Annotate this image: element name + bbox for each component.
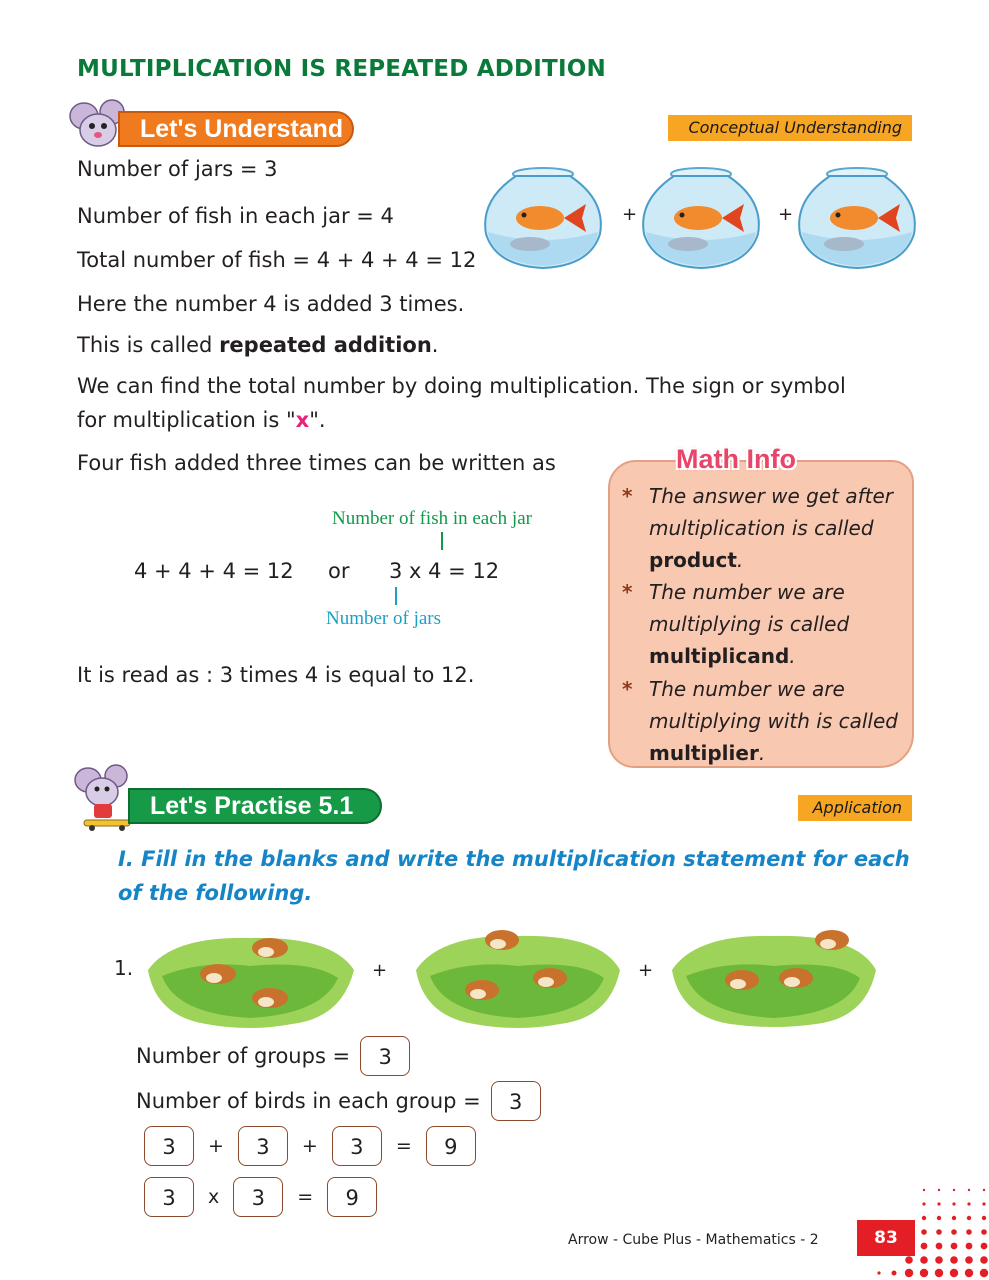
- symbol-prefix: for multiplication is ": [77, 408, 296, 432]
- groups-label: Number of groups =: [136, 1044, 351, 1068]
- birds-row: [136, 1081, 541, 1121]
- multiplication-op: x: [208, 1186, 220, 1208]
- four-fish-line: Four fish added three times can be written as: [77, 451, 556, 475]
- jar-plus-1: +: [622, 204, 638, 225]
- addition-equation: 4 + 4 + 4 = 12: [134, 559, 294, 583]
- multiplication-box-2[interactable]: 3: [233, 1177, 283, 1217]
- info-text: The number we are multiplying is called: [649, 580, 850, 636]
- addition-box-3[interactable]: 3: [332, 1126, 382, 1166]
- symbol-suffix: ".: [309, 408, 326, 432]
- birds-answer-box[interactable]: 3: [491, 1081, 541, 1121]
- decorative-dots: [824, 1180, 989, 1280]
- bird-group-icon: [142, 920, 358, 1032]
- bird-group-icon: [666, 920, 880, 1030]
- multiplication-symbol: x: [295, 408, 310, 432]
- math-info-item-product: [622, 480, 912, 576]
- annotation-bottom-connector: [395, 587, 397, 605]
- multiplication-row: [144, 1177, 377, 1217]
- addition-result-box[interactable]: 9: [426, 1126, 476, 1166]
- addition-box-1[interactable]: 3: [144, 1126, 194, 1166]
- annotation-top-connector: [441, 532, 443, 550]
- lets-practise-banner: Let's Practise 5.1: [128, 788, 382, 824]
- jar-plus-2: +: [778, 204, 794, 225]
- math-info-item-multiplier: [622, 673, 912, 769]
- multiplication-result-box[interactable]: 9: [327, 1177, 377, 1217]
- math-info-title: Math Info: [676, 444, 796, 474]
- groups-row: [136, 1036, 410, 1076]
- repeated-addition-term: repeated addition: [219, 333, 432, 357]
- info-text: The answer we get after multiplication is called: [649, 484, 894, 540]
- bullet-star-icon: *: [622, 677, 633, 701]
- mouse-mascot-icon: [66, 98, 126, 154]
- application-tag: Application: [798, 795, 912, 821]
- question-instruction: I. Fill in the blanks and write the multiplication statement for each of the following.: [118, 847, 910, 905]
- info-term-product: product: [649, 548, 737, 572]
- fish-jar-icon: [636, 162, 766, 272]
- bullet-star-icon: *: [622, 580, 633, 604]
- total-fish-line: Total number of fish = 4 + 4 + 4 = 12: [77, 248, 477, 272]
- conceptual-understanding-tag: Conceptual Understanding: [668, 115, 912, 141]
- fish-jar-icon: [478, 162, 608, 272]
- multiplication-box-1[interactable]: 3: [144, 1177, 194, 1217]
- info-term-multiplier: multiplier: [649, 741, 759, 765]
- group-plus-1: +: [372, 960, 388, 981]
- info-term-multiplicand: multiplicand: [649, 644, 790, 668]
- info-text: The number we are multiplying with is called: [649, 677, 898, 733]
- item-number: 1.: [114, 956, 134, 980]
- jars-count-line: Number of jars = 3: [77, 157, 278, 181]
- addition-box-2[interactable]: 3: [238, 1126, 288, 1166]
- bird-group-icon: [410, 918, 624, 1032]
- page-title: MULTIPLICATION IS REPEATED ADDITION: [77, 56, 606, 82]
- math-info-item-multiplicand: [622, 576, 912, 672]
- info-end: .: [736, 548, 744, 572]
- annotation-number-of-jars: Number of jars: [326, 608, 442, 629]
- addition-op-1: +: [208, 1135, 224, 1157]
- addition-op-2: +: [301, 1135, 318, 1157]
- annotation-fish-in-jar: Number of fish in each jar: [332, 508, 532, 529]
- called-prefix: This is called: [77, 333, 220, 357]
- added-times-line: Here the number 4 is added 3 times.: [77, 292, 465, 316]
- page-number: 83: [857, 1220, 915, 1256]
- group-plus-2: +: [638, 960, 654, 981]
- groups-answer-box[interactable]: 3: [360, 1036, 410, 1076]
- equation-or: or: [328, 559, 350, 583]
- multiplication-equals: =: [297, 1186, 314, 1208]
- lets-understand-banner: Let's Understand: [118, 111, 354, 147]
- read-as-line: It is read as : 3 times 4 is equal to 12.: [77, 663, 475, 687]
- fish-jar-icon: [792, 162, 922, 272]
- multiplication-line-2: [77, 408, 326, 432]
- footer-book-title: Arrow - Cube Plus - Mathematics - 2: [568, 1232, 819, 1248]
- birds-label: Number of birds in each group =: [136, 1089, 481, 1113]
- fish-count-line: Number of fish in each jar = 4: [77, 204, 394, 228]
- called-suffix: .: [431, 333, 439, 357]
- multiplication-line-1: We can find the total number by doing multiplication. The sign or symbol: [77, 374, 846, 398]
- info-end: .: [789, 644, 796, 668]
- addition-row: [144, 1126, 476, 1166]
- bullet-star-icon: *: [622, 484, 633, 508]
- multiplication-equation: 3 x 4 = 12: [389, 559, 500, 583]
- info-end: .: [758, 741, 766, 765]
- addition-equals: =: [395, 1135, 412, 1157]
- repeated-addition-line: [77, 333, 438, 357]
